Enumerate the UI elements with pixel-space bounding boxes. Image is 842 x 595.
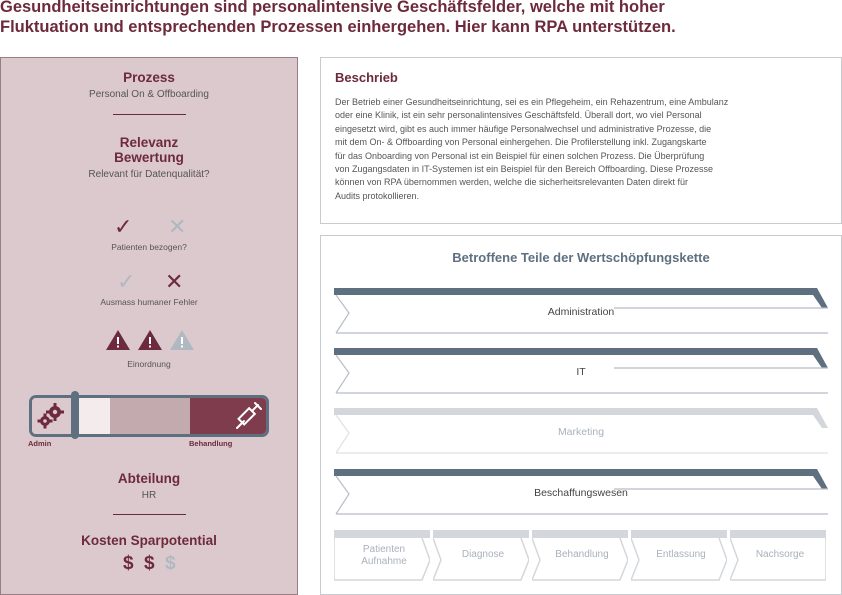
abteilung-value: HR — [141, 490, 157, 501]
chain-step-entlassung — [631, 530, 727, 582]
chain-step-patienten-aufnahme — [334, 530, 430, 582]
admin-behandlung-scale — [29, 395, 269, 437]
bewertung-title: Bewertung — [114, 150, 184, 165]
kosten-title: Kosten Sparpotential — [81, 533, 217, 548]
chain-step-behandlung — [532, 530, 628, 582]
headline-line-1: Gesundheitseinrichtungen sind personalintensive Geschäftsfelder, welche mit hoher — [0, 0, 665, 16]
headline-line-2: Fluktuation und entsprechenden Prozessen einhergehen. Hier kann RPA unterstützen. — [0, 18, 676, 36]
chain-band-label: IT — [576, 366, 586, 378]
chain-band-label: Marketing — [557, 426, 605, 438]
ausmass-label: Ausmass humaner Fehler — [100, 297, 198, 307]
chain-step-label: Nachsorge — [755, 549, 805, 560]
divider — [113, 514, 186, 515]
description-text: Der Betrieb einer Gesundheitseinrichtung, sei es ein Pflegeheim, ein Rehazentrum, eine Ambulanz oder eine Klinik, ist ein sehr personalintensives Geschäftsfeld. Überall dort, wo viel Personal eingesetzt wird, gibt es auch immer häufige Personalwechsel und administrative Prozesse, die mit dem On- & Offboarding von Personal einhergehen. Die Profilerstellung inkl. Zugangskarte für das Onboarding von Personal ist ein Beispiel für einen solchen Prozess. Die Überprüfung von Zugangsdaten in IT-Systemen ist ein Beispiel für den Bereich Offboarding. Diese Prozesse können von RPA übernommen werden, welche die sicherheitsrelevanten Daten direkt für Audits protokollieren. — [335, 97, 729, 201]
prozess-value: Personal On & Offboarding — [89, 89, 209, 100]
gears-icon — [36, 402, 66, 430]
dollar-icon: $ — [123, 553, 134, 574]
warning-icon — [105, 329, 131, 351]
dollar-icon: $ — [144, 553, 155, 574]
cross-icon: ✕ — [168, 214, 187, 239]
dollar-icon: $ — [165, 553, 176, 574]
chain-band-label: Beschaffungswesen — [534, 487, 628, 499]
value-chain-box — [320, 235, 842, 595]
relevanz-title: Relevanz — [119, 135, 179, 150]
check-icon: ✓ — [114, 214, 133, 239]
check-icon: ✓ — [117, 269, 136, 294]
chain-step-nachsorge — [730, 530, 826, 582]
chain-band-label: Administration — [547, 306, 615, 318]
chain-step-label: Behandlung — [555, 549, 609, 560]
warning-icon — [169, 329, 195, 351]
scale-right-label: Behandlung — [189, 439, 233, 448]
chain-step-label: Patienten Aufnahme — [361, 544, 407, 567]
patienten-label: Patienten bezogen? — [111, 242, 187, 252]
description-title: Beschrieb — [335, 70, 398, 85]
scale-left-label: Admin — [28, 439, 52, 448]
value-chain-title: Betroffene Teile der Wertschöpfungskette — [452, 250, 710, 265]
description-box — [320, 57, 842, 224]
relevanz-subtitle: Relevant für Datenqualität? — [88, 169, 210, 180]
chain-step-label: Diagnose — [461, 549, 505, 560]
syringe-icon — [234, 401, 266, 431]
prozess-title: Prozess — [123, 70, 175, 85]
divider — [113, 114, 186, 115]
chain-band-beschaffungswesen — [334, 469, 828, 515]
scale-indicator — [71, 391, 79, 439]
chain-band-marketing — [334, 408, 828, 454]
abteilung-title: Abteilung — [117, 471, 181, 486]
chain-band-administration — [334, 288, 828, 334]
chain-band-it — [334, 348, 828, 394]
process-summary-panel — [0, 57, 298, 595]
warning-icon — [137, 329, 163, 351]
chain-step-diagnose — [433, 530, 529, 582]
einordnung-label: Einordnung — [127, 359, 171, 369]
cross-icon: ✕ — [165, 269, 184, 294]
chain-step-label: Entlassung — [656, 549, 706, 560]
headline — [0, 0, 842, 37]
